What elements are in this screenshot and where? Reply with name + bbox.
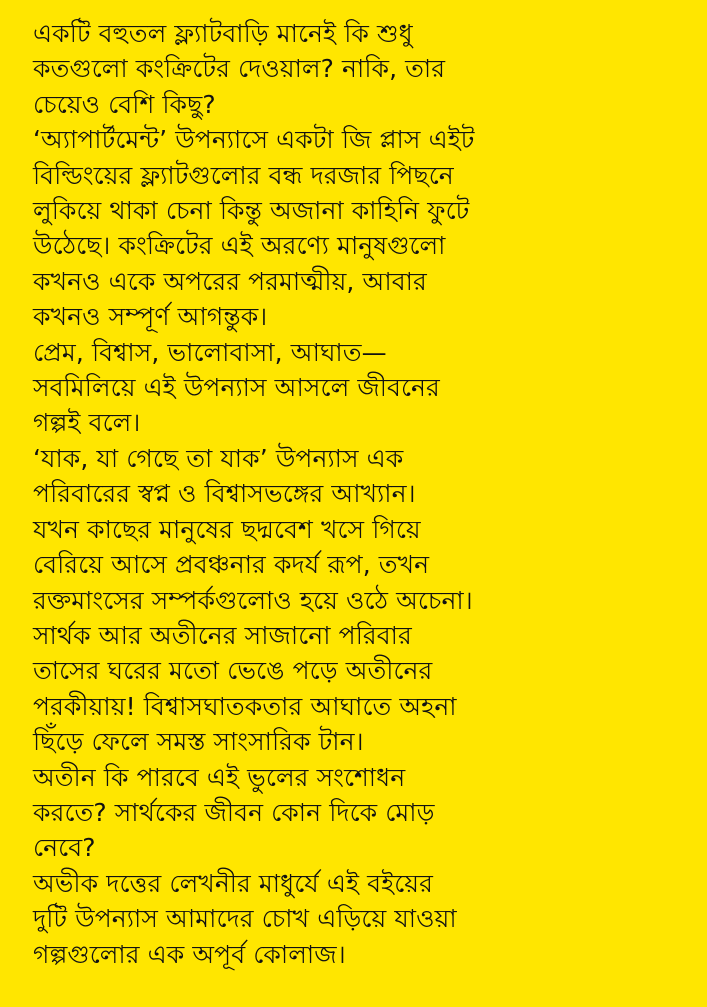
blurb-line: করতে? সার্থকের জীবন কোন দিকে মোড় (33, 797, 435, 827)
blurb-line: বিল্ডিংয়ের ফ্ল্যাটগুলোর বন্ধ দরজার পিছনে (33, 160, 454, 190)
blurb-line: গল্পই বলে। (33, 408, 141, 438)
blurb-line: রক্তমাংসের সম্পর্কগুলোও হয়ে ওঠে অচেনা। (33, 585, 473, 615)
blurb-line: যখন কাছের মানুষের ছদ্মবেশ খসে গিয়ে (33, 514, 421, 544)
blurb-line: একটি বহুতল ফ্ল্যাটবাড়ি মানেই কি শুধু (33, 19, 413, 48)
blurb-line: অভীক দত্তের লেখনীর মাধুর্যে এই বইয়ের (33, 868, 433, 898)
blurb-line: তাসের ঘরের মতো ভেঙে পড়ে অতীনের (33, 656, 433, 686)
blurb-line: পরিবারের স্বপ্ন ও বিশ্বাসভঙ্গের আখ্যান। (33, 479, 416, 509)
blurb-line: গল্পগুলোর এক অপূর্ব কোলাজ। (33, 939, 346, 969)
blurb-line: নেবে? (33, 833, 96, 863)
blurb-line: প্রেম, বিশ্বাস, ভালোবাসা, আঘাত— (33, 337, 387, 367)
blurb-line: ‘অ্যাপার্টমেন্ট’ উপন্যাসে একটা জি প্লাস এইট (33, 125, 475, 155)
blurb-line: কখনও সম্পূর্ণ আগন্তুক। (33, 302, 268, 332)
blurb-line: কতগুলো কংক্রিটের দেওয়াল? নাকি, তার (33, 54, 446, 84)
blurb-line: ‘যাক, যা গেছে তা যাক’ উপন্যাস এক (33, 443, 404, 473)
blurb-line: সার্থক আর অতীনের সাজানো পরিবার (33, 620, 412, 650)
blurb-line: বেরিয়ে আসে প্রবঞ্চনার কদর্য রূপ, তখন (33, 550, 430, 580)
blurb-line: ছিঁড়ে ফেলে সমস্ত সাংসারিক টান। (33, 727, 364, 757)
blurb-line: দুটি উপন্যাস আমাদের চোখ এড়িয়ে যাওয়া (33, 904, 457, 934)
blurb-line: সবমিলিয়ে এই উপন্যাস আসলে জীবনের (33, 373, 440, 403)
blurb-line: পরকীয়ায়! বিশ্বাসঘাতকতার আঘাতে অহনা (33, 691, 457, 721)
blurb-line: কখনও একে অপরের পরমাত্মীয়, আবার (33, 266, 427, 296)
blurb-line: লুকিয়ে থাকা চেনা কিন্তু অজানা কাহিনি ফুটে (33, 196, 470, 226)
blurb-line: উঠেছে। কংক্রিটের এই অরণ্যে মানুষগুলো (33, 231, 446, 261)
blurb-line: অতীন কি পারবে এই ভুলের সংশোধন (33, 762, 406, 792)
blurb-line: চেয়েও বেশি কিছু? (33, 89, 216, 119)
